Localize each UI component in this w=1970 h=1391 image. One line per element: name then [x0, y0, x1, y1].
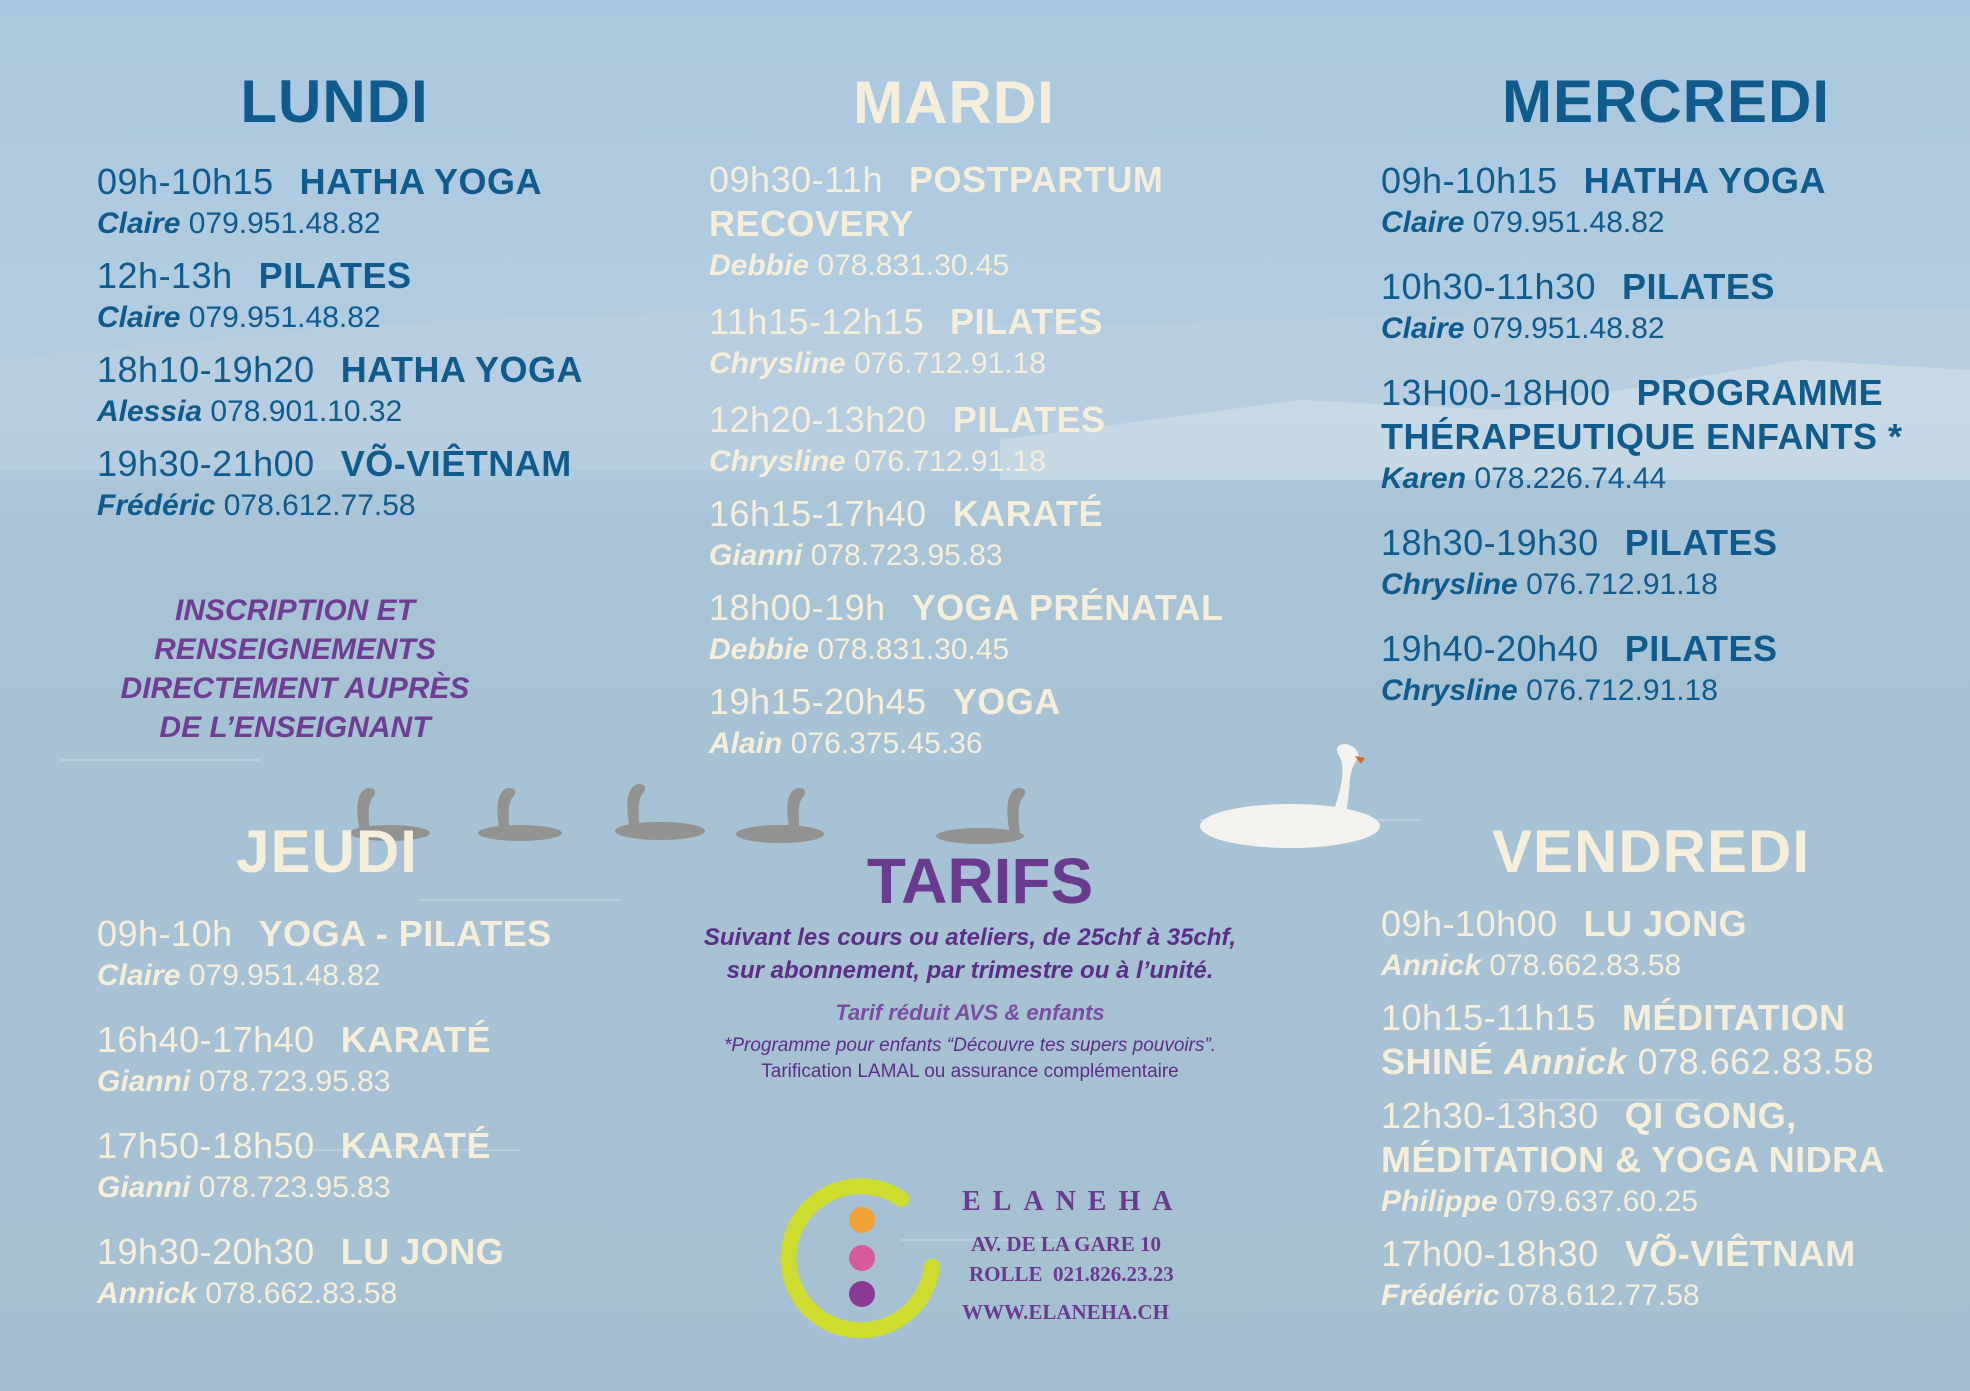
entry-teacher: Alain [709, 727, 783, 760]
entry-time: 10h30-11h30 [1381, 266, 1597, 307]
entry-contact [709, 536, 1299, 576]
schedule-entry [1381, 996, 1961, 1084]
entry-course-2: SHINÉ [1381, 1041, 1494, 1082]
day-title-mardi: MARDI [853, 69, 1055, 136]
entry-teacher: Gianni [97, 1171, 191, 1204]
entry-contact [97, 956, 657, 996]
entry-time-course [97, 160, 617, 204]
entry-phone: 078.612.77.58 [1507, 1279, 1700, 1312]
entry-teacher: Chrysline [709, 347, 846, 380]
schedule-entry [97, 912, 657, 996]
entry-time-course [97, 254, 617, 298]
entry-teacher: Alessia [97, 395, 203, 428]
entry-course: YOGA - PILATES [258, 913, 552, 954]
entry-contact [1381, 459, 1961, 499]
entry-contact [709, 246, 1299, 286]
tarifs-line-3: Tarif réduit AVS & enfants [835, 1000, 1105, 1025]
schedule-entry [709, 398, 1299, 482]
entry-contact [1381, 946, 1961, 986]
schedule-entry [1381, 902, 1961, 986]
entry-teacher: Frédéric [1381, 1279, 1500, 1312]
entry-teacher: Philippe [1381, 1185, 1498, 1218]
entry-time-course [1381, 627, 1961, 671]
entry-teacher: Chrysline [1381, 674, 1518, 707]
entry-phone: 078.901.10.32 [210, 395, 403, 428]
note-line: INSCRIPTION ET [174, 594, 415, 627]
entry-phone: 078.723.95.83 [810, 539, 1003, 572]
entry-time-course [97, 1018, 657, 1062]
elaneha-logo-icon [780, 1178, 940, 1338]
entry-teacher: Annick [1504, 1041, 1628, 1082]
entry-phone: 078.723.95.83 [198, 1171, 391, 1204]
entry-contact [97, 1168, 657, 1208]
entry-teacher: Claire [1381, 312, 1465, 345]
entry-phone: 076.375.45.36 [790, 727, 983, 760]
entry-time-course [1381, 1094, 1961, 1138]
entry-teacher: Debbie [709, 249, 810, 282]
schedule-entry [1381, 521, 1961, 605]
entry-phone: 078.662.83.58 [1637, 1041, 1875, 1082]
entry-time-course [709, 398, 1299, 442]
brand-address: AV. DE LA GARE 10 [971, 1232, 1162, 1256]
schedule-entry [97, 1018, 657, 1102]
entry-teacher: Annick [97, 1277, 198, 1310]
entry-time: 12h20-13h20 [709, 399, 927, 440]
entry-course: PILATES [258, 255, 412, 296]
entry-course-2: RECOVERY [709, 203, 914, 244]
entry-course: PILATES [950, 301, 1103, 342]
entry-time-course [709, 680, 1299, 724]
entry-contact [1381, 1276, 1961, 1316]
schedule-entry [1381, 1094, 1961, 1222]
entry-course: VÕ-VIÊTNAM [340, 443, 572, 484]
schedule-entry [1381, 371, 1961, 499]
entry-time: 19h30-20h30 [97, 1231, 315, 1272]
entry-contact [1381, 203, 1961, 243]
entry-phone: 076.712.91.18 [854, 347, 1046, 380]
schedule-entry [1381, 265, 1961, 349]
entry-course-2: MÉDITATION & YOGA NIDRA [1381, 1139, 1886, 1180]
entry-teacher: Chrysline [709, 445, 846, 478]
entry-course-continued [709, 202, 1299, 246]
entry-time: 12h30-13h30 [1381, 1095, 1599, 1136]
column-jeudi [97, 818, 657, 1314]
entry-time-course [1381, 902, 1961, 946]
entry-course: VÕ-VIÊTNAM [1624, 1233, 1856, 1274]
entry-course-continued [1381, 1138, 1961, 1182]
schedule-entry [97, 160, 617, 244]
schedule-entry [97, 254, 617, 338]
entry-contact [709, 630, 1299, 670]
entry-phone: 076.712.91.18 [854, 445, 1046, 478]
entry-course: POSTPARTUM [909, 159, 1164, 200]
day-title-lundi: LUNDI [240, 68, 429, 135]
tarifs-title: TARIFS [866, 845, 1094, 917]
entry-time-course [709, 492, 1299, 536]
entry-phone: 076.712.91.18 [1526, 568, 1718, 601]
entry-time: 17h50-18h50 [97, 1125, 315, 1166]
entry-contact [97, 298, 617, 338]
schedule-entry [1381, 1232, 1961, 1316]
entry-course: KARATÉ [952, 493, 1104, 534]
entry-teacher: Karen [1381, 462, 1467, 495]
entry-teacher: Debbie [709, 633, 810, 666]
entry-time-course [1381, 521, 1961, 565]
entry-time: 09h-10h00 [1381, 903, 1558, 944]
entry-course: YOGA [952, 681, 1061, 722]
entry-time: 12h-13h [97, 255, 233, 296]
entry-time: 18h00-19h [709, 587, 886, 628]
entry-course: PROGRAMME [1636, 372, 1884, 413]
entry-course-continued [1381, 1040, 1961, 1084]
entry-course: LU JONG [340, 1231, 505, 1272]
entry-time-course [1381, 1232, 1961, 1276]
entry-phone: 078.226.74.44 [1474, 462, 1667, 495]
brand-name: ELANEHA [962, 1186, 1185, 1217]
entry-contact [97, 392, 617, 432]
schedule-entry [1381, 159, 1961, 243]
entry-time: 19h15-20h45 [709, 681, 927, 722]
entry-time: 16h15-17h40 [709, 493, 927, 534]
entry-course: HATHA YOGA [1583, 160, 1827, 201]
schedule-entry [97, 348, 617, 432]
registration-note [90, 591, 500, 747]
entry-phone: 078.662.83.58 [1489, 949, 1682, 982]
schedule-entry [709, 158, 1299, 286]
note-line: RENSEIGNEMENTS [154, 633, 436, 666]
entry-time: 10h15-11h15 [1381, 997, 1597, 1038]
entry-phone: 078.831.30.45 [817, 633, 1010, 666]
entry-course: MÉDITATION [1622, 997, 1846, 1038]
note-line: DIRECTEMENT AUPRÈS [120, 672, 470, 705]
tarifs-line-4: *Programme pour enfants “Découvre tes supers pouvoirs”. [723, 1035, 1217, 1056]
day-title-vendredi: VENDREDI [1491, 818, 1811, 885]
entry-course: YOGA PRÉNATAL [911, 587, 1224, 628]
tarifs-line-2: sur abonnement, par trimestre ou à l’unité. [726, 957, 1214, 984]
schedule-entry [709, 586, 1299, 670]
entry-course: LU JONG [1583, 903, 1748, 944]
entry-course: KARATÉ [340, 1019, 492, 1060]
entry-teacher: Chrysline [1381, 568, 1518, 601]
entry-teacher: Annick [1381, 949, 1482, 982]
entry-time-course [97, 1230, 657, 1274]
column-mardi [709, 69, 1299, 764]
entry-contact [1381, 565, 1961, 605]
schedule-entry [1381, 627, 1961, 711]
entry-time-course [97, 348, 617, 392]
entry-course: PILATES [1624, 522, 1778, 563]
entry-time-course [709, 300, 1299, 344]
schedule-entry [97, 442, 617, 526]
column-lundi [97, 68, 617, 526]
entry-phone: 078.612.77.58 [223, 489, 416, 522]
entry-teacher: Frédéric [97, 489, 216, 522]
entry-phone: 078.723.95.83 [198, 1065, 391, 1098]
entry-course: HATHA YOGA [299, 161, 543, 202]
entry-phone: 078.662.83.58 [205, 1277, 398, 1310]
entry-teacher: Gianni [709, 539, 803, 572]
entry-time-course [1381, 371, 1961, 415]
entry-contact [1381, 309, 1961, 349]
entry-time: 09h30-11h [709, 159, 883, 200]
entry-contact [97, 1274, 657, 1314]
entry-contact [709, 442, 1299, 482]
entry-contact [97, 486, 617, 526]
entry-time-course [97, 442, 617, 486]
entry-phone: 079.951.48.82 [188, 207, 381, 240]
entry-teacher: Claire [1381, 206, 1465, 239]
entry-contact [1381, 671, 1961, 711]
tarifs-line-5: Tarification LAMAL ou assurance complémentaire [761, 1061, 1179, 1082]
entry-phone: 079.951.48.82 [188, 959, 381, 992]
entry-course-2: THÉRAPEUTIQUE ENFANTS * [1381, 416, 1903, 457]
schedule-entry [97, 1230, 657, 1314]
day-title-jeudi: JEUDI [236, 818, 418, 885]
schedule-entry [709, 300, 1299, 384]
entry-phone: 079.637.60.25 [1506, 1185, 1698, 1218]
entry-time: 09h-10h [97, 913, 233, 954]
entry-time: 18h30-19h30 [1381, 522, 1599, 563]
entry-teacher: Gianni [97, 1065, 191, 1098]
schedule-entry [709, 492, 1299, 576]
entry-time: 13H00-18H00 [1381, 372, 1611, 413]
entry-time: 17h00-18h30 [1381, 1233, 1599, 1274]
entry-phone: 076.712.91.18 [1526, 674, 1718, 707]
entry-phone: 078.831.30.45 [817, 249, 1010, 282]
day-title-mercredi: MERCREDI [1501, 68, 1830, 135]
entry-course: PILATES [1624, 628, 1778, 669]
entry-teacher: Claire [97, 207, 181, 240]
entry-contact [1381, 1182, 1961, 1222]
entry-phone: 079.951.48.82 [188, 301, 381, 334]
entry-time-course [97, 912, 657, 956]
entry-time: 19h30-21h00 [97, 443, 315, 484]
entry-phone: 079.951.48.82 [1472, 206, 1665, 239]
entry-time-course [709, 586, 1299, 630]
entry-contact [97, 204, 617, 244]
entry-time-course [1381, 996, 1961, 1040]
tarifs-line-1: Suivant les cours ou ateliers, de 25chf à 35chf, [703, 924, 1237, 951]
entry-course-continued [1381, 415, 1961, 459]
entry-time: 09h-10h15 [1381, 160, 1558, 201]
entry-contact [709, 344, 1299, 384]
entry-contact [709, 724, 1299, 764]
entry-course: HATHA YOGA [340, 349, 584, 390]
entry-time-course [709, 158, 1299, 202]
schedule-entry [97, 1124, 657, 1208]
entry-contact [97, 1062, 657, 1102]
note-line: DE L’ENSEIGNANT [159, 711, 431, 744]
entry-time: 11h15-12h15 [709, 301, 925, 342]
entry-time: 18h10-19h20 [97, 349, 315, 390]
column-vendredi [1381, 818, 1961, 1316]
entry-time: 16h40-17h40 [97, 1019, 315, 1060]
entry-time-course [1381, 265, 1961, 309]
entry-course: KARATÉ [340, 1125, 492, 1166]
entry-course: PILATES [1622, 266, 1775, 307]
brand-city-phone: ROLLE 021.826.23.23 [969, 1262, 1174, 1286]
entry-phone: 079.951.48.82 [1472, 312, 1665, 345]
brand-website-link[interactable]: WWW.ELANEHA.CH [962, 1300, 1169, 1324]
entry-course: QI GONG, [1624, 1095, 1797, 1136]
entry-time: 19h40-20h40 [1381, 628, 1599, 669]
column-mercredi [1381, 68, 1961, 711]
entry-teacher: Claire [97, 301, 181, 334]
schedule-entry [709, 680, 1299, 764]
entry-time: 09h-10h15 [97, 161, 274, 202]
entry-time-course [97, 1124, 657, 1168]
entry-time-course [1381, 159, 1961, 203]
entry-course: PILATES [952, 399, 1106, 440]
entry-teacher: Claire [97, 959, 181, 992]
